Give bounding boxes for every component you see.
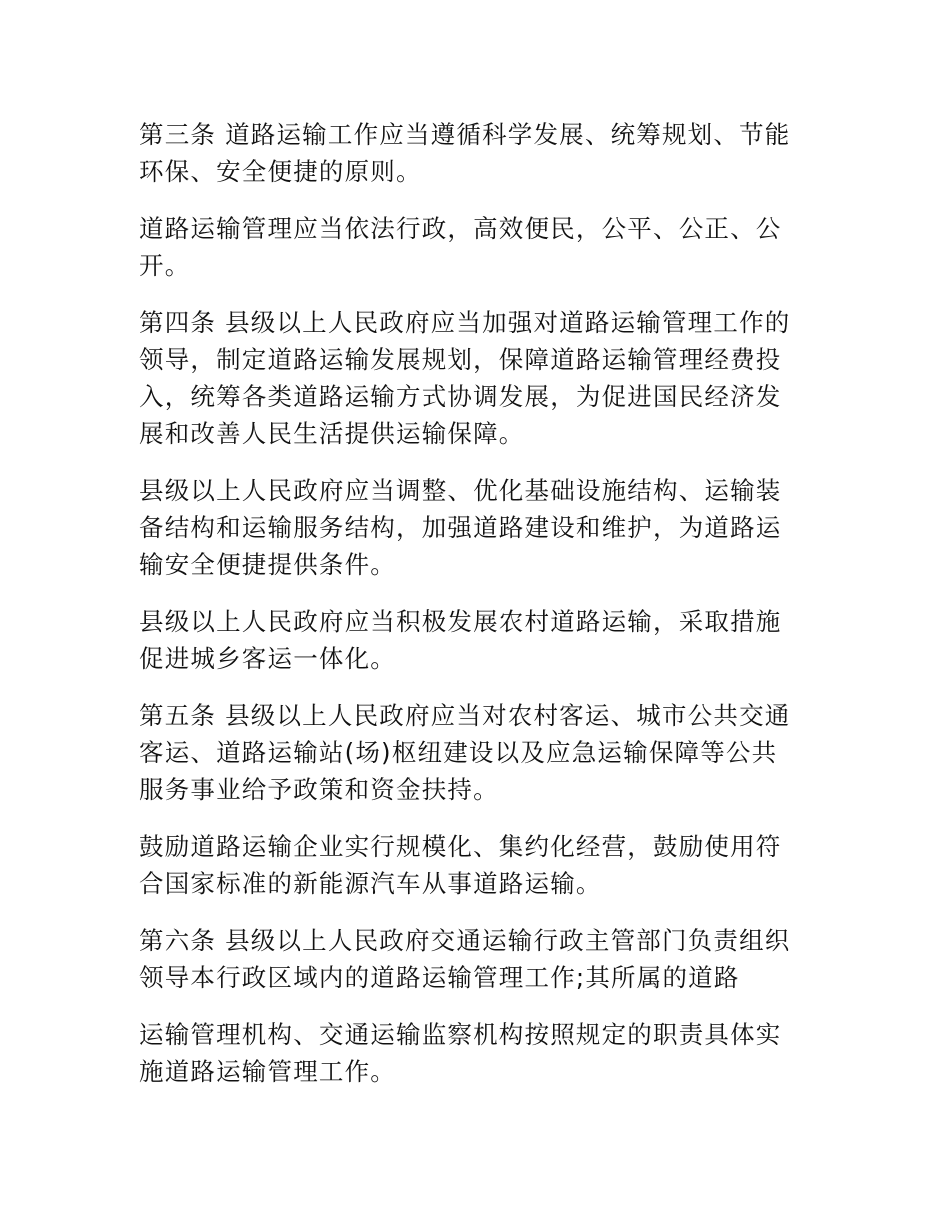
text-line: 第四条 县级以上人民政府应当加强对道路运输管理工作的 — [139, 308, 791, 337]
paragraph-rural-transport — [139, 603, 811, 677]
text-line: 第三条 道路运输工作应当遵循科学发展、统筹规划、节能 — [139, 120, 791, 149]
text-line: 入，统筹各类道路运输方式协调发展，为促进国民经济发 — [139, 382, 782, 411]
paragraph-structure-optimization — [139, 472, 811, 583]
text-line: 客运、道路运输站(场)枢纽建设以及应急运输保障等公共 — [139, 738, 778, 767]
paragraph-article-3 — [139, 116, 811, 190]
text-line: 促进城乡客运一体化。 — [139, 644, 396, 673]
text-line: 开。 — [139, 251, 191, 280]
text-line: 道路运输管理应当依法行政，高效便民，公平、公正、公 — [139, 214, 782, 243]
text-line: 环保、安全便捷的原则。 — [139, 157, 422, 186]
paragraph-encouragement — [139, 828, 811, 902]
text-line: 县级以上人民政府应当积极发展农村道路运输，采取措施 — [139, 607, 782, 636]
text-line: 备结构和运输服务结构，加强道路建设和维护，为道路运 — [139, 513, 782, 542]
text-line: 合国家标准的新能源汽车从事道路运输。 — [139, 869, 602, 898]
paragraph-article-4 — [139, 304, 811, 452]
text-line: 服务事业给予政策和资金扶持。 — [139, 775, 499, 804]
text-line: 第五条 县级以上人民政府应当对农村客运、城市公共交通 — [139, 701, 791, 730]
text-line: 县级以上人民政府应当调整、优化基础设施结构、运输装 — [139, 476, 782, 505]
document-body — [139, 116, 811, 1110]
paragraph-administration — [139, 210, 811, 284]
text-line: 展和改善人民生活提供运输保障。 — [139, 419, 525, 448]
text-line: 运输管理机构、交通运输监察机构按照规定的职责具体实 — [139, 1020, 782, 1049]
text-line: 输安全便捷提供条件。 — [139, 550, 396, 579]
paragraph-management-agencies — [139, 1016, 811, 1090]
paragraph-article-6 — [139, 922, 811, 996]
text-line: 第六条 县级以上人民政府交通运输行政主管部门负责组织 — [139, 926, 791, 955]
text-line: 鼓励道路运输企业实行规模化、集约化经营，鼓励使用符 — [139, 832, 782, 861]
text-line: 领导，制定道路运输发展规划，保障道路运输管理经费投 — [139, 345, 782, 374]
text-line: 领导本行政区域内的道路运输管理工作;其所属的道路 — [139, 963, 740, 992]
text-line: 施道路运输管理工作。 — [139, 1057, 396, 1086]
paragraph-article-5 — [139, 697, 811, 808]
